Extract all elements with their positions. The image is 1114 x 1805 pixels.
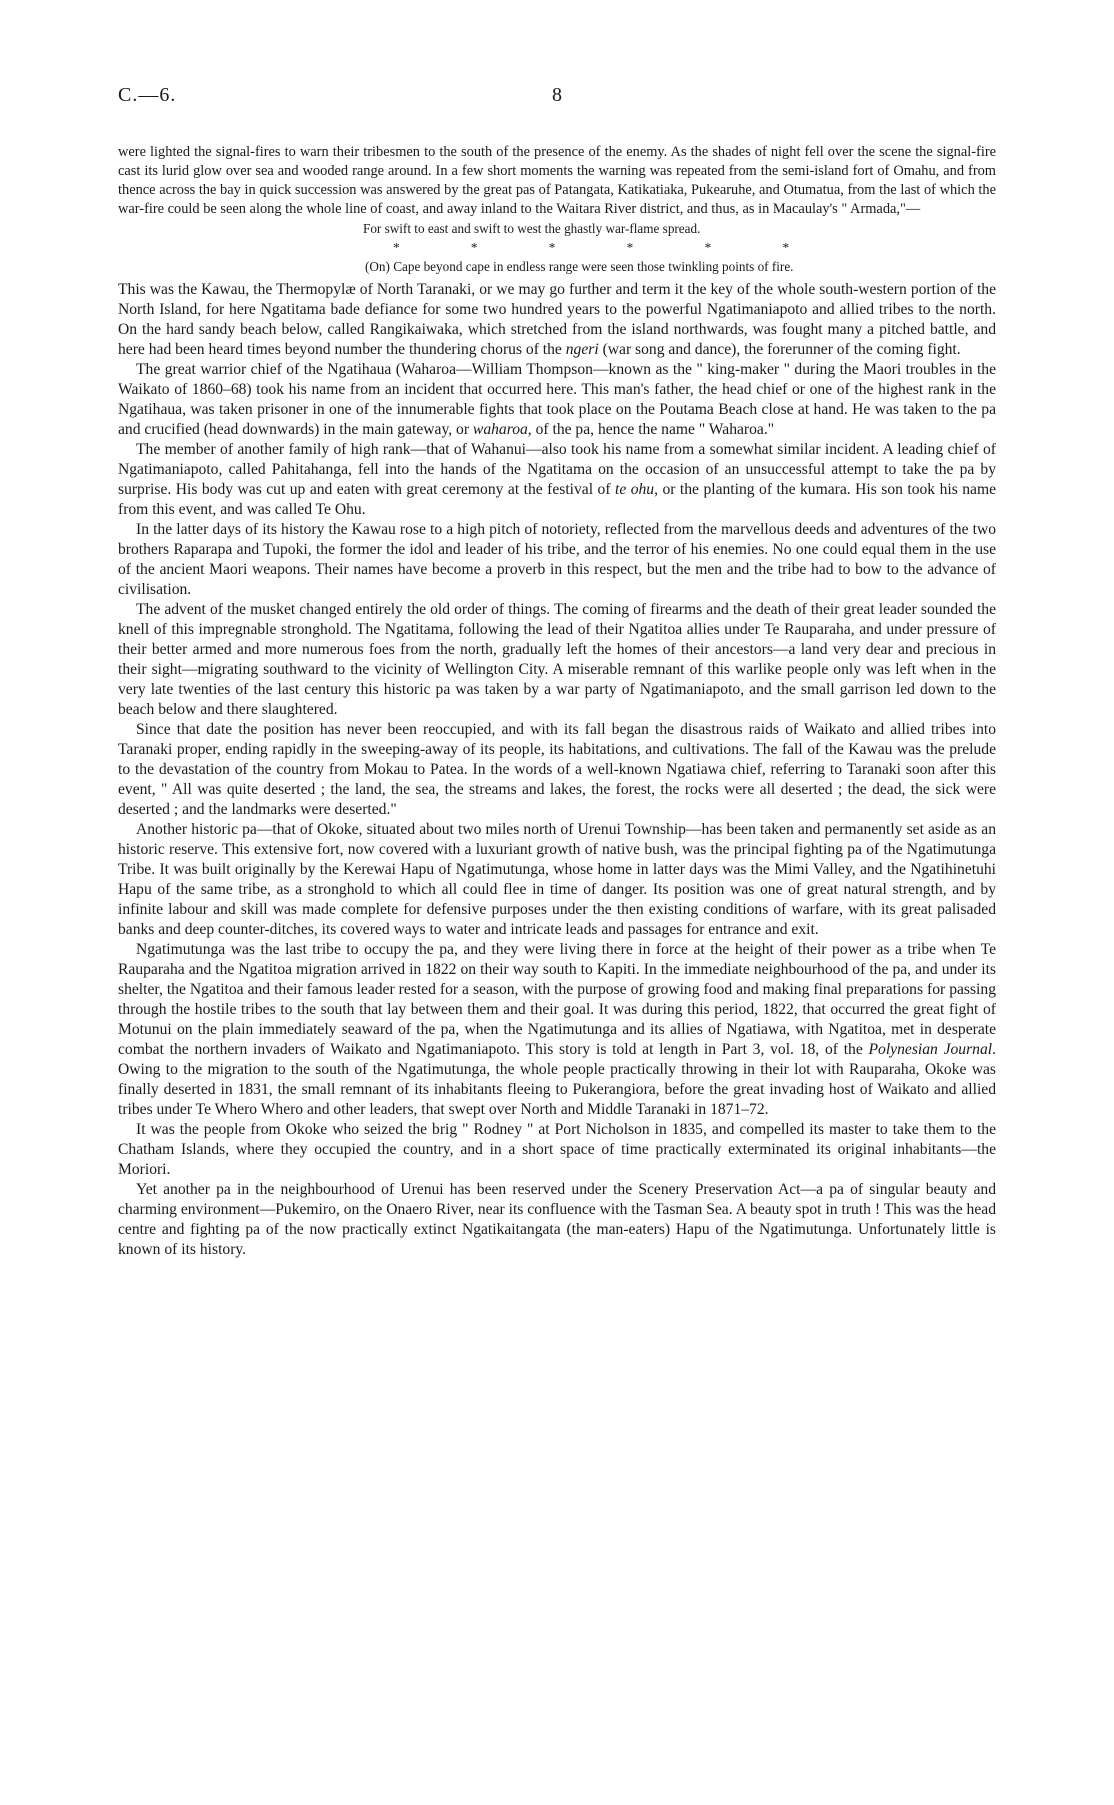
paragraph-8: Another historic pa—that of Okoke, situated about two miles north of Urenui Township—has been taken and permanently set aside as an historic reserve. This extensive fort, now covered with a luxuriant growth of native bush, was the principal fighting pa of the Ngatimutunga Tribe. It was built originally by the Kerewai Hapu of Ngatimutunga, whose home in latter days was the Mimi Valley, and the Ngatihinetuhi Hapu of the same tribe, as a stronghold to which all could flee in time of danger. Its position was one of great natural strength, and by infinite labour and skill was made complete for defensive purposes under the then existing conditions of warfare, with its great palisaded banks and deep counter-ditches, its covered ways to water and intricate leads and passages for entrance and exit. (118, 821, 996, 938)
paragraph-6: The advent of the musket changed entirely the old order of things. The coming of firearms and the death of their great leader sounded the knell of this impregnable stronghold. The Ngatitama, following the lead of their Ngatitoa allies under Te Rauparaha, and under pressure of their better armed and more numerous foes from the north, gradually left the homes of their ancestors—a land very dear and precious in their sight—migrating southward to the vicinity of Wellington City. A miserable remnant of this warlike people only was left when in the very late twenties of the last century this historic pa was taken by a war party of Ngatimaniapoto, and the small garrison led down to the beach below and there slaughtered. (118, 601, 996, 718)
paragraph-3-text-a: The great warrior chief of the Ngatihaua (Waharoa—William Thompson—known as the " king-maker " during the Maori troubles in the Waikato of 1860–68) took his name from an incident that occurred here. This man's father, the head chief or one of the highest rank in the Ngatihaua, was taken prisoner in one of the innumerable fights that took place on the Poutama Beach close at hand. He was taken to the pa and crucified (head downwards) in the main gateway, or (118, 361, 996, 438)
paragraph-2-text-a: This was the Kawau, the Thermopylæ of North Taranaki, or we may go further and term it the key of the whole south-western portion of the North Island, for here Ngatitama bade defiance for some two hundred years to the powerful Ngatimaniapoto and allied tribes to the north. On the hard sandy beach below, called Rangikaiwaka, which stretched from the island northwards, was fought many a pitched battle, and here had been heard times beyond number the thundering chorus of the (118, 281, 996, 358)
paragraph-10: It was the people from Okoke who seized the brig " Rodney " at Port Nicholson in 1835, and compelled its master to take them to the Chatham Islands, where they occupied the country, and in a short space of time practically exterminated its original inhabitants—the Moriori. (118, 1121, 996, 1178)
document-body (118, 143, 996, 1260)
paragraph-7: Since that date the position has never been reoccupied, and with its fall began the disastrous raids of Waikato and allied tribes into Taranaki proper, ending rapidly in the sweeping-away of its people, its habitations, and cultivations. The fall of the Kawau was the prelude to the devastation of the country from Mokau to Patea. In the words of a well-known Ngatiawa chief, referring to Taranaki soon after this event, " All was quite deserted ; the land, the sea, the streams and lakes, the forest, the rocks were all deserted ; the dead, the sick were deserted ; and the landmarks were deserted." (118, 721, 996, 818)
paragraph-1: were lighted the signal-fires to warn their tribesmen to the south of the presence of the enemy. As the shades of night fell over the scene the signal-fire cast its lurid glow over sea and wooded range around. In a few short moments the warning was repeated from the semi-island fort of Omahu, and from thence across the bay in quick succession was answered by the great pas of Patangata, Katikatiaka, Pukearuhe, and Otumatua, from the last of which the war-fire could be seen along the whole line of coast, and away inland to the Waitara River district, and thus, as in Macaulay's " Armada,"— (118, 144, 996, 217)
paragraph-2 (118, 280, 996, 360)
paragraph-4-text-a: The member of another family of high rank—that of Wahanui—also took his name from a somewhat similar incident. A leading chief of Ngatimaniapoto, called Pahitahanga, fell into the hands of the Ngatitama on the occasion of an unsuccessful attempt to take the pa by surprise. His body was cut up and eaten with great ceremony at the festival of (118, 441, 996, 498)
paragraph-3-text-b: , of the pa, hence the name " Waharoa." (527, 421, 775, 438)
paragraph-9-text-b: . Owing to the migration to the south of the Ngatimutunga, the whole people practically throwing in their lot with Rauparaha, Okoke was finally deserted in 1831, the small remnant of its inhabitants fleeing to Pukerangiora, before the great invading host of Waikato and allied tribes under Te Whero Whero and other leaders, that swept over North and Middle Taranaki in 1871–72. (118, 1041, 996, 1118)
page-header (118, 84, 996, 114)
paragraph-4-italic: te ohu (614, 481, 655, 498)
paragraph-11: Yet another pa in the neighbourhood of Urenui has been reserved under the Scenery Preservation Act—a pa of singular beauty and charming environment—Pukemiro, on the Onaero River, near its confluence with the Tasman Sea. A beauty spot in truth ! This was the head centre and fighting pa of the now practically extinct Ngatikaitangata (the man-eaters) Hapu of the Ngatimutunga. Unfortunately little is known of its history. (118, 1181, 996, 1258)
verse-quote (118, 219, 996, 276)
paragraph-2-italic: ngeri (565, 341, 599, 358)
paragraph-9-text-a: Ngatimutunga was the last tribe to occupy the pa, and they were living there in force at the height of their power as a tribe when Te Rauparaha and the Ngatitoa migration arrived in 1822 on their way south to Kapiti. In the immediate neighbourhood of the pa, and under its shelter, the Ngatitoa and their famous leader rested for a season, with the purpose of growing food and making final preparations for passing through the hostile tribes to the south that lay between them and their goal. It was during this period, 1822, that occurred the great fight of Motunui on the plain immediately seaward of the pa, when the Ngatimutunga and its allies of Ngatiawa, with Ngatitoa, met in desperate combat the northern invaders of Waikato and Ngatimaniapoto. This story is told at length in Part 3, vol. 18, of the (118, 941, 996, 1058)
report-reference: C.—6. (118, 84, 177, 106)
paragraph-5: In the latter days of its history the Kawau rose to a high pitch of notoriety, reflected from the marvellous deeds and adventures of the two brothers Raparapa and Tupoki, the former the idol and leader of his tribe, and the terror of his enemies. No one could equal them in the use of the ancient Maori weapons. Their names have become a proverb in this respect, but the men and the tribe had to bow to the advance of civilisation. (118, 521, 996, 598)
verse-line-2: (On) Cape beyond cape in endless range were seen those twinkling points of fire. (365, 259, 794, 274)
page-number: 8 (552, 84, 562, 106)
verse-line-1: For swift to east and swift to west the ghastly war-flame spread. (363, 221, 701, 236)
paragraph-3 (118, 360, 996, 440)
paragraph-4 (118, 440, 996, 520)
paragraph-3-italic: waharoa (472, 421, 528, 438)
verse-ellipsis-stars: * * * * * * (393, 240, 790, 255)
paragraph-9-italic: Polynesian Journal (868, 1041, 993, 1058)
paragraph-4-text-b: , or the planting of the kumara. His son took his name from this event, and was called Te Ohu. (118, 481, 996, 518)
paragraph-9 (118, 940, 996, 1120)
paragraph-2-text-b: (war song and dance), the forerunner of the coming fight. (598, 341, 961, 358)
